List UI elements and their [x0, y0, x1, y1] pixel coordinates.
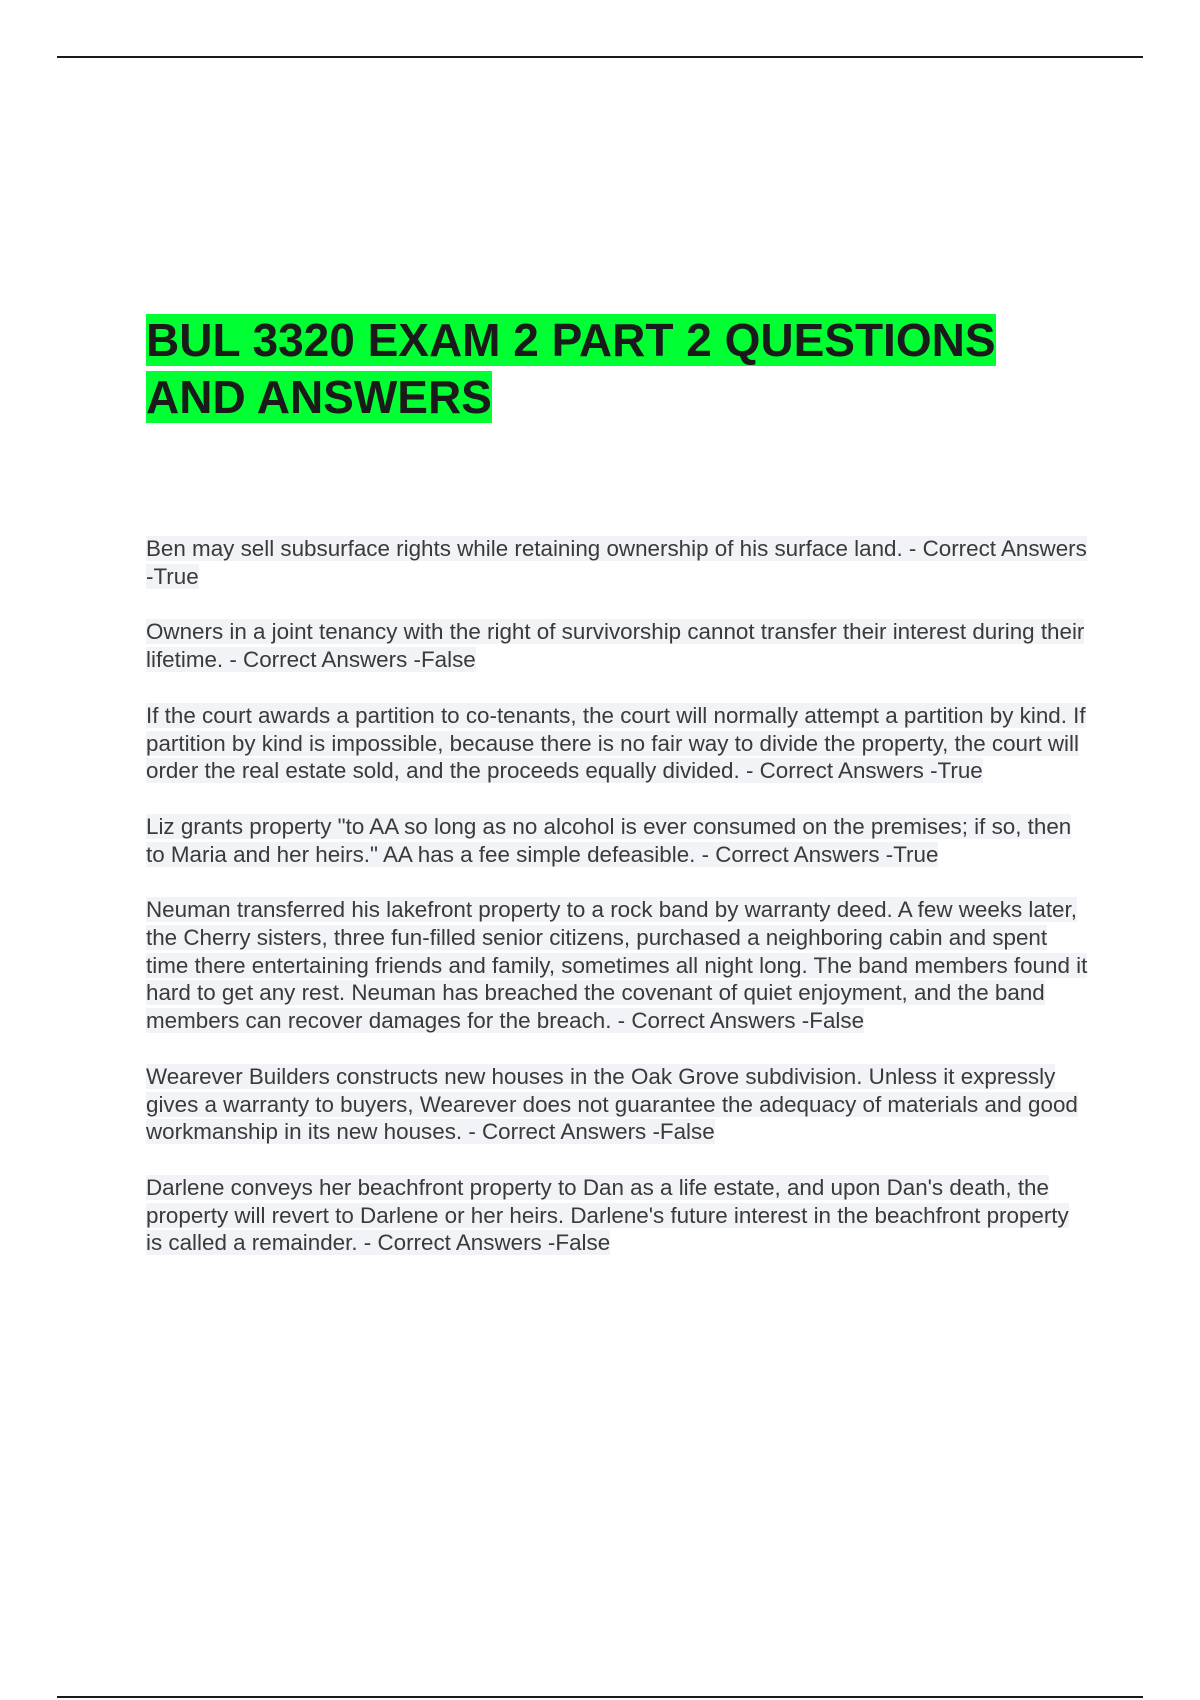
footer-rule	[57, 1696, 1143, 1698]
qa-text: Liz grants property "to AA so long as no alcohol is ever consumed on the premises; if so, then to Maria and her heirs." AA has a fee simple defeasible. - Correct Answers -True	[146, 813, 1072, 867]
qa-item	[146, 702, 1091, 785]
qa-text: Neuman transferred his lakefront property to a rock band by warranty deed. A few weeks later, the Cherry sisters, three fun-filled senior citizens, purchased a neighboring cabin and spent time there entertaining friends and family, sometimes all night long. The band members found it hard to get any rest. Neuman has breached the covenant of quiet enjoyment, and the band members can recover damages for the breach. - Correct Answers -False	[146, 897, 1088, 1034]
qa-text: If the court awards a partition to co-tenants, the court will normally attempt a partition by kind. If partition by kind is impossible, because there is no fair way to divide the property, the court will order the real estate sold, and the proceeds equally divided. - Correct Answers -True	[146, 702, 1086, 784]
qa-text: Darlene conveys her beachfront property to Dan as a life estate, and upon Dan's death, the property will revert to Darlene or her heirs. Darlene's future interest in the beachfront property is called a remainder. - Correct Answers -False	[146, 1174, 1069, 1256]
qa-item	[146, 813, 1091, 868]
qa-text: Wearever Builders constructs new houses in the Oak Grove subdivision. Unless it expressly gives a warranty to buyers, Wearever does not guarantee the adequacy of materials and good workmanship in its new houses. - Correct Answers -False	[146, 1063, 1078, 1145]
qa-item	[146, 618, 1091, 673]
qa-item	[146, 896, 1091, 1035]
qa-list	[146, 535, 1091, 1285]
qa-item	[146, 1174, 1091, 1257]
qa-text: Ben may sell subsurface rights while retaining ownership of his surface land. - Correct Answers -True	[146, 536, 1087, 589]
document-title	[146, 312, 1086, 426]
qa-item	[146, 535, 1091, 590]
qa-text: Owners in a joint tenancy with the right of survivorship cannot transfer their interest during their lifetime. - Correct Answers -False	[146, 619, 1085, 673]
header-rule	[57, 56, 1143, 58]
title-highlight: BUL 3320 EXAM 2 PART 2 QUESTIONS AND ANSWERS	[146, 314, 996, 423]
qa-item	[146, 1063, 1091, 1146]
